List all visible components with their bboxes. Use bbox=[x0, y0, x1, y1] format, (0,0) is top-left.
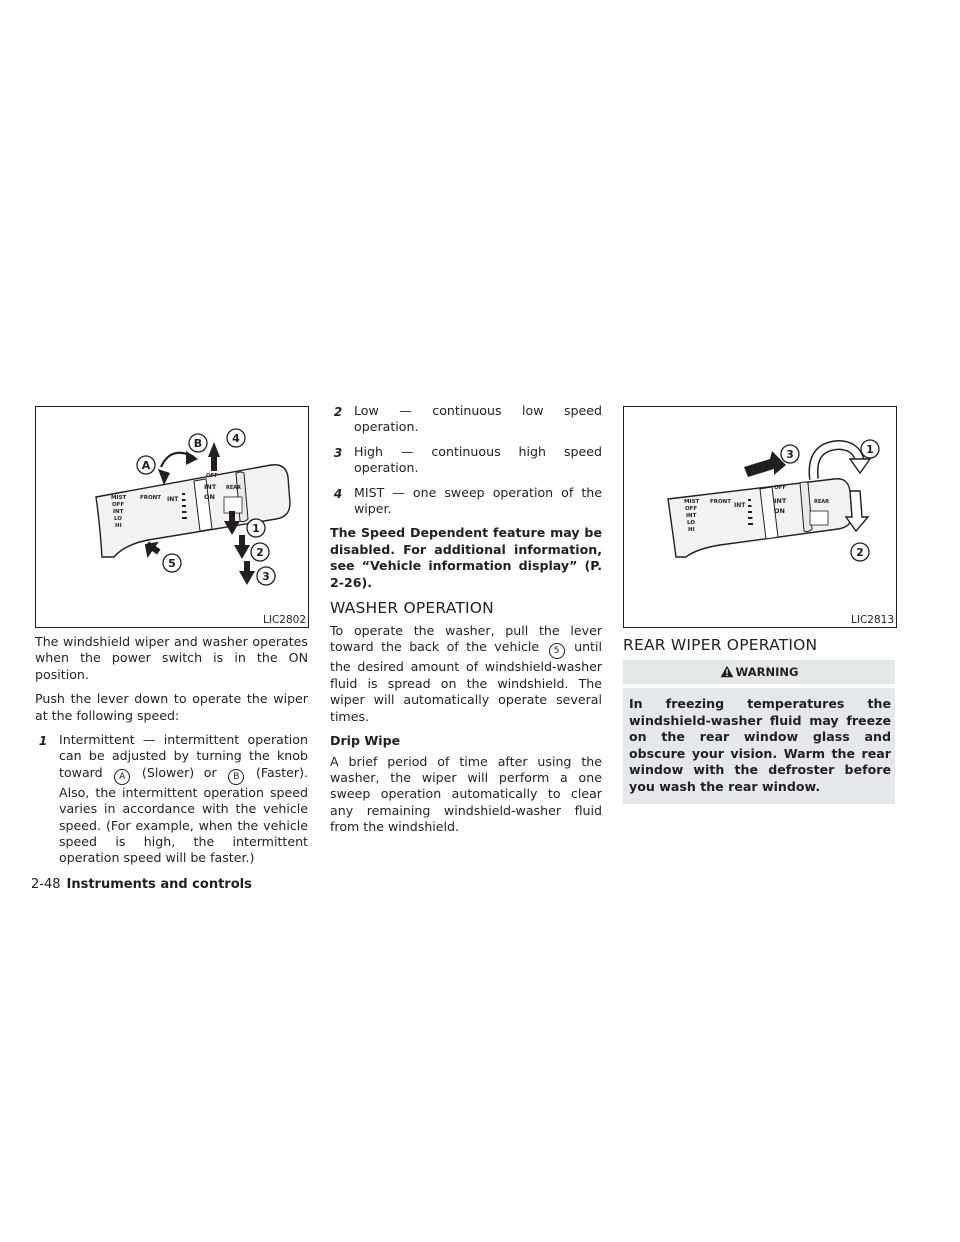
figure-label-4: 4 bbox=[232, 432, 240, 445]
step-number-1: 1 bbox=[38, 734, 48, 749]
lever-text-int-knob: INT bbox=[734, 502, 746, 509]
step-3 bbox=[330, 444, 602, 477]
step-4-text: MIST — one sweep operation of the wiper. bbox=[354, 484, 602, 517]
page-footer bbox=[31, 877, 252, 893]
lever-text-rear-on: ON bbox=[204, 493, 215, 501]
rear-wiper-lever-illustration bbox=[624, 407, 896, 627]
step-2 bbox=[330, 403, 602, 436]
lever-text-lo: LO bbox=[114, 516, 122, 522]
wiper-lever-illustration bbox=[36, 407, 308, 627]
page-number: 2-48 bbox=[31, 877, 61, 892]
washer-text-before: To operate the washer, pull the lever toward the back of the vehicle bbox=[330, 623, 602, 655]
step-1-text-before: Intermittent — intermittent operation can be adjusted by turning the knob toward bbox=[59, 732, 308, 780]
badge-a: A bbox=[114, 769, 130, 785]
badge-b: B bbox=[228, 769, 244, 785]
lever-text-rear: REAR bbox=[226, 485, 241, 491]
step-1-text-slower: (Slower) or bbox=[141, 764, 217, 780]
warning-icon bbox=[720, 665, 734, 678]
figure-label-3: 3 bbox=[786, 448, 794, 461]
lever-text-front: FRONT bbox=[140, 495, 162, 501]
lever-text-mist: MIST bbox=[684, 499, 700, 505]
lever-text-int: INT bbox=[113, 509, 124, 515]
figure-label-2: 2 bbox=[256, 546, 264, 559]
figure-windshield-wiper-lever bbox=[35, 406, 309, 628]
figure-code: LIC2813 bbox=[851, 614, 894, 626]
step-3-text: High — continuous high speed operation. bbox=[354, 443, 602, 476]
step-2-text: Low — continuous low speed operation. bbox=[354, 403, 602, 435]
lever-text-rear-int: INT bbox=[774, 497, 787, 505]
warning-text: In freezing temperatures the windshield-washer fluid may freeze on the rear window glass and obscure your vision. Warm the rear window with the defroster before you wash the rear window. bbox=[623, 688, 895, 804]
warning-header bbox=[623, 660, 895, 684]
figure-label-1: 1 bbox=[866, 443, 874, 456]
lever-text-rear-int: INT bbox=[204, 483, 217, 491]
figure-label-1: 1 bbox=[252, 522, 260, 535]
warning-label: WARNING bbox=[735, 665, 799, 679]
figure-label-2: 2 bbox=[856, 546, 864, 559]
lever-text-hi: HI bbox=[688, 527, 695, 533]
washer-operation-heading: WASHER OPERATION bbox=[330, 599, 494, 618]
section-title: Instruments and controls bbox=[66, 877, 252, 892]
washer-paragraph bbox=[330, 623, 602, 725]
lever-text-rear: REAR bbox=[814, 499, 829, 505]
washer-text-after: until the desired amount of windshield-washer fluid is spread on the windshield. The wiper will automatically operate several times. bbox=[330, 639, 602, 724]
lever-text-rear-off: OFF bbox=[206, 473, 219, 479]
figure-rear-wiper-lever bbox=[623, 406, 897, 628]
push-paragraph: Push the lever down to operate the wiper at the following speed: bbox=[35, 691, 308, 723]
rear-wiper-heading: REAR WIPER OPERATION bbox=[623, 636, 818, 654]
column-3 bbox=[623, 636, 895, 804]
drip-wipe-heading: Drip Wipe bbox=[330, 733, 401, 749]
lever-text-int-knob: INT bbox=[167, 496, 179, 503]
step-4 bbox=[330, 485, 602, 518]
lever-text-off: OFF bbox=[112, 502, 125, 508]
lever-text-hi: HI bbox=[115, 523, 122, 529]
lever-text-front: FRONT bbox=[710, 499, 732, 505]
figure-code: LIC2802 bbox=[263, 614, 306, 626]
step-1 bbox=[35, 732, 308, 867]
lever-text-rear-on: ON bbox=[774, 507, 785, 515]
drip-wipe-text: A brief period of time after using the washer, the wiper will perform a one sweep operation automatically to clear any remaining windshield-washer fluid from the windshield. bbox=[330, 753, 602, 835]
step-number-3: 3 bbox=[333, 445, 343, 460]
step-number-2: 2 bbox=[333, 405, 343, 419]
lever-text-rear-off: OFF bbox=[774, 485, 787, 491]
lever-text-lo: LO bbox=[687, 520, 695, 526]
speed-dependent-note: The Speed Dependent feature may be disabled. For additional information, see “Vehicle information display” (P. 2-26). bbox=[330, 525, 602, 590]
column-1 bbox=[35, 634, 308, 875]
lever-text-int: INT bbox=[686, 513, 697, 519]
figure-label-3: 3 bbox=[262, 570, 270, 583]
intro-paragraph: The windshield wiper and washer operates when the power switch is in the ON position. bbox=[35, 634, 308, 682]
figure-label-5: 5 bbox=[168, 557, 176, 570]
step-number-4: 4 bbox=[333, 486, 343, 501]
figure-label-a: A bbox=[141, 459, 151, 472]
column-2 bbox=[330, 403, 602, 844]
lever-text-mist: MIST bbox=[111, 495, 127, 501]
lever-text-off: OFF bbox=[685, 506, 698, 512]
badge-5: 5 bbox=[549, 643, 565, 659]
step-1-text-after: (Faster). Also, the intermittent operation speed varies in accordance with the vehicle speed. (For example, when the vehicle speed is high, the intermittent operation speed will be faster.) bbox=[59, 764, 309, 866]
figure-label-b: B bbox=[193, 437, 203, 450]
